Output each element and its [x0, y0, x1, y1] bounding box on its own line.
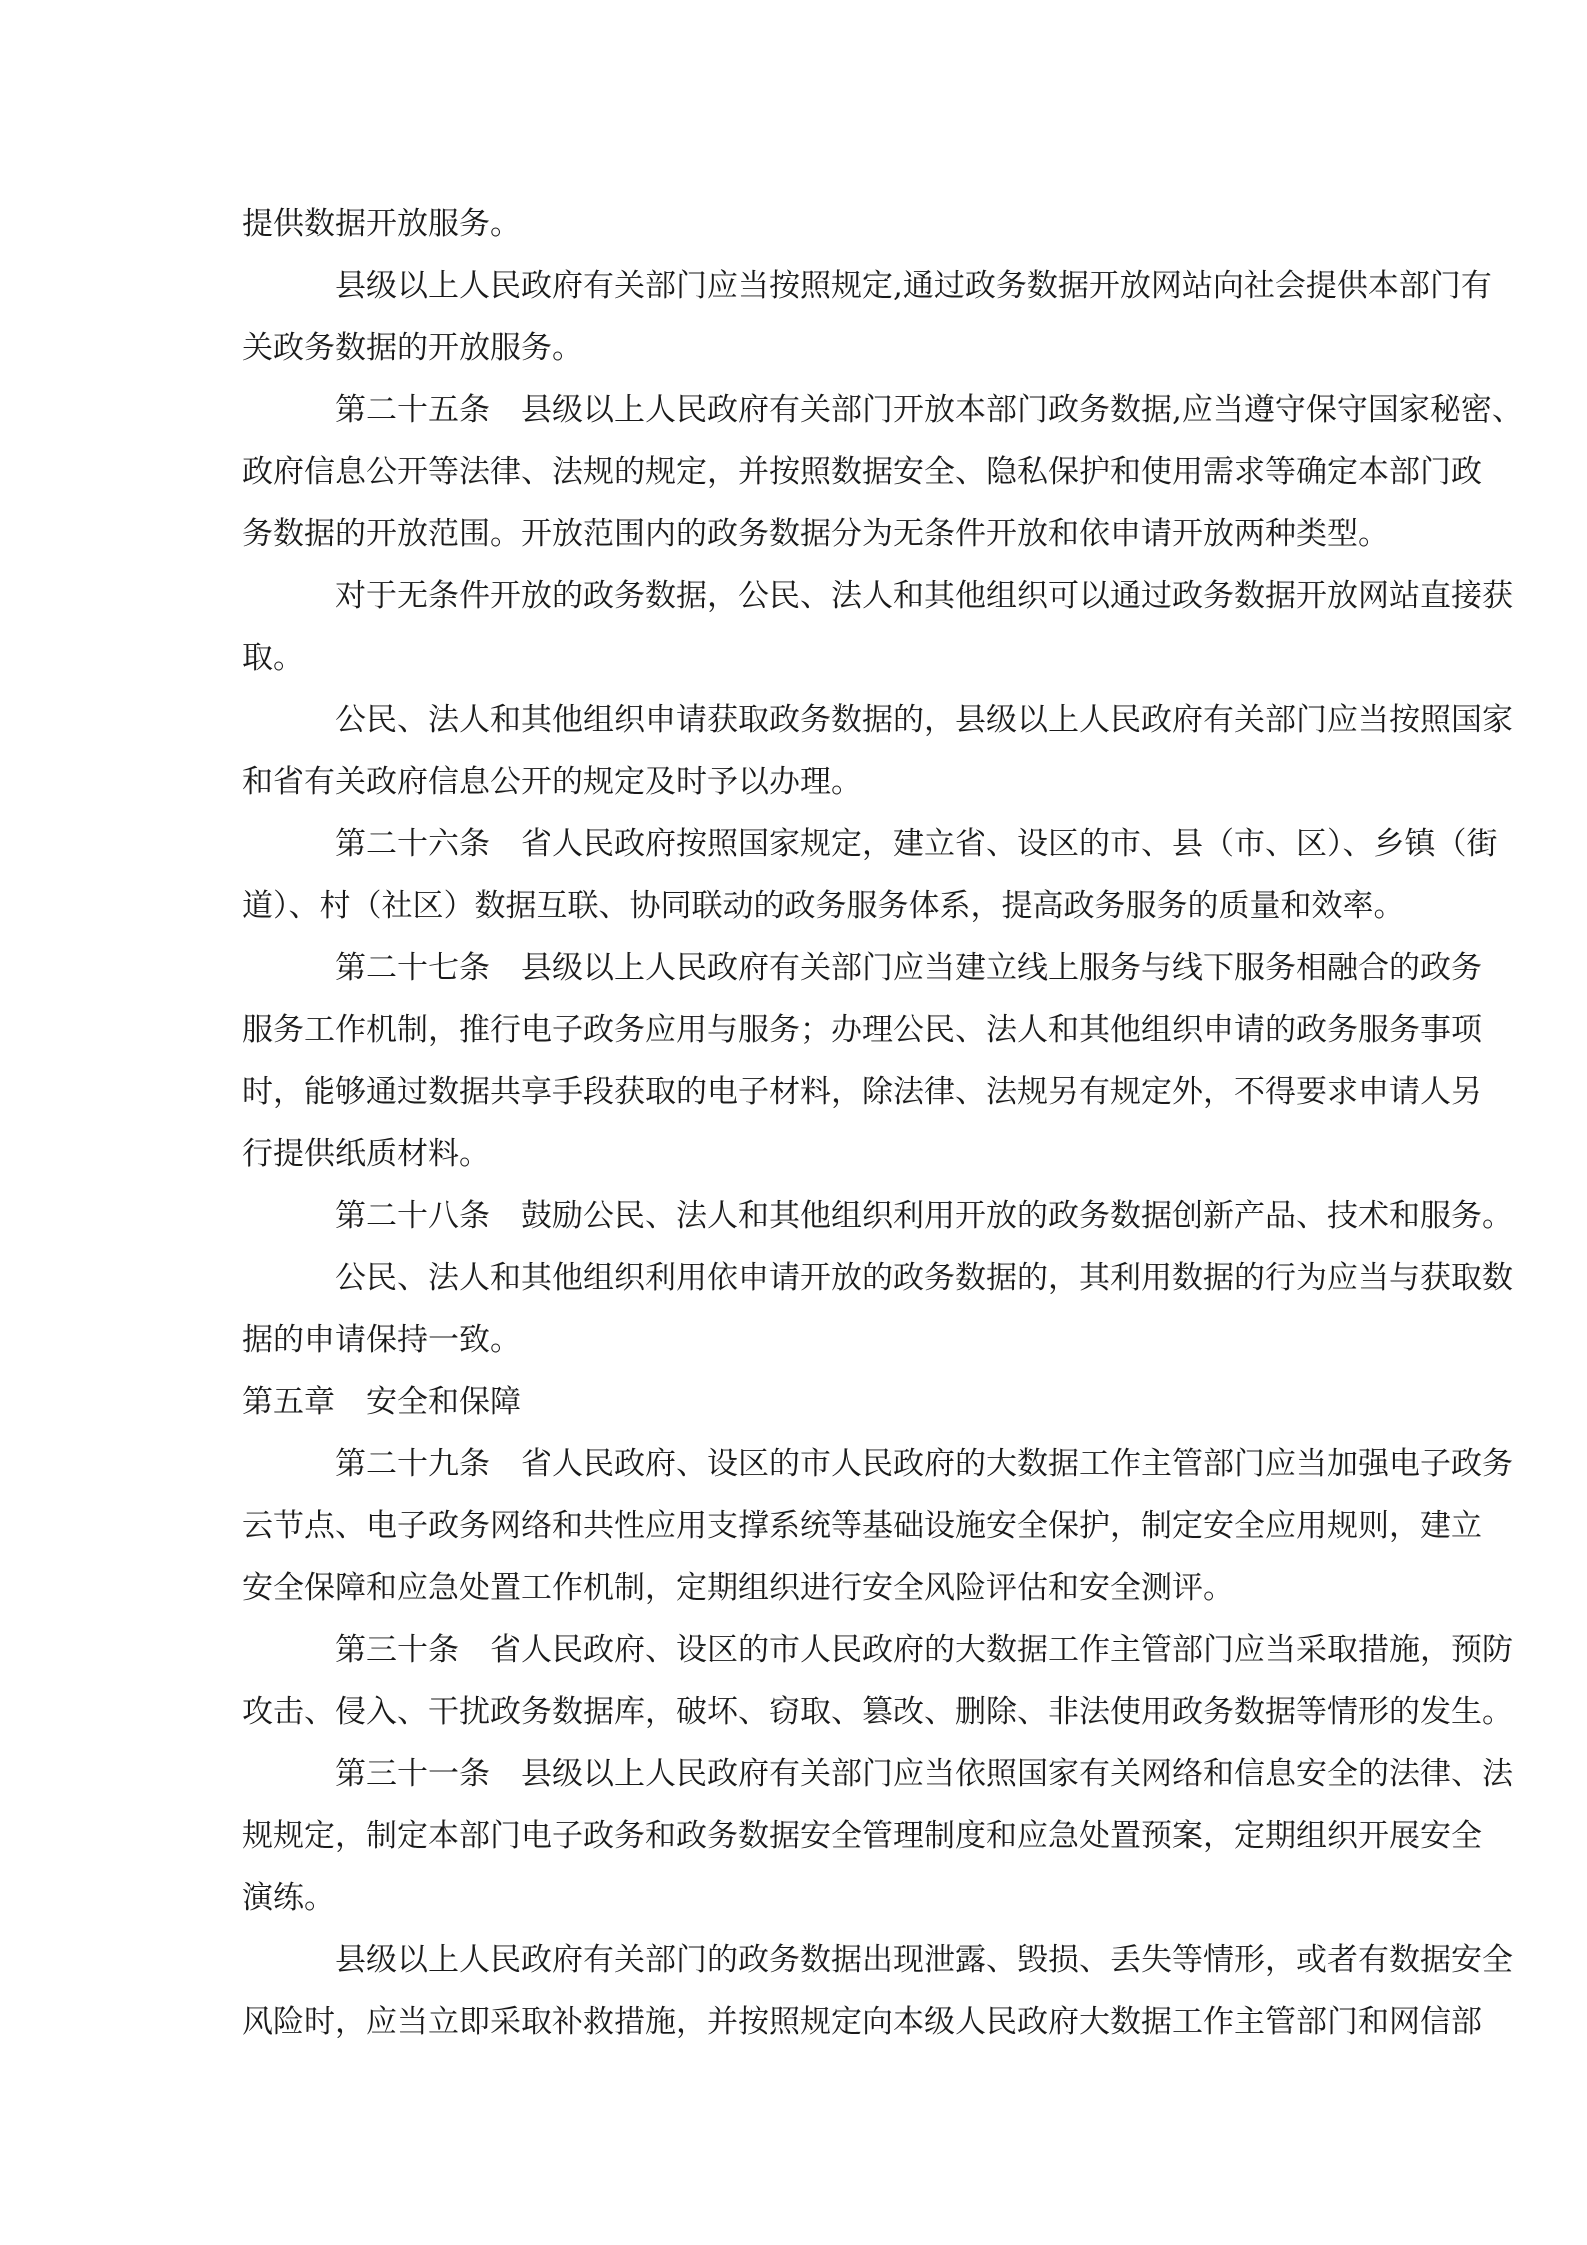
- text-line: 对于无条件开放的政务数据，公民、法人和其他组织可以通过政务数据开放网站直接获: [335, 578, 1513, 614]
- document-page: [242, 193, 1523, 2053]
- text-line: 演练。: [242, 1880, 335, 1916]
- text-line: 提供数据开放服务。: [242, 206, 521, 242]
- text-line: 取。: [242, 640, 304, 676]
- text-line: 安全保障和应急处置工作机制，定期组织进行安全风险评估和安全测评。: [242, 1570, 1234, 1606]
- text-line: 规规定，制定本部门电子政务和政务数据安全管理制度和应急处置预案，定期组织开展安全: [242, 1818, 1482, 1854]
- article-31-heading-line: 第三十一条 县级以上人民政府有关部门应当依照国家有关网络和信息安全的法律、法: [335, 1756, 1513, 1792]
- text-line: 务数据的开放范围。开放范围内的政务数据分为无条件开放和依申请开放两种类型。: [242, 516, 1389, 552]
- text-line: 云节点、电子政务网络和共性应用支撑系统等基础设施安全保护，制定安全应用规则，建立: [242, 1508, 1482, 1544]
- article-25-heading-line: 第二十五条 县级以上人民政府有关部门开放本部门政务数据,应当遵守保守国家秘密、: [335, 392, 1523, 428]
- text-line: 县级以上人民政府有关部门应当按照规定,通过政务数据开放网站向社会提供本部门有: [335, 268, 1492, 304]
- article-27-heading-line: 第二十七条 县级以上人民政府有关部门应当建立线上服务与线下服务相融合的政务: [335, 950, 1482, 986]
- text-line: 行提供纸质材料。: [242, 1136, 490, 1172]
- text-line: 风险时，应当立即采取补救措施，并按照规定向本级人民政府大数据工作主管部门和网信部: [242, 2004, 1482, 2040]
- article-26-heading-line: 第二十六条 省人民政府按照国家规定，建立省、设区的市、县（市、区）、乡镇（街: [335, 826, 1498, 862]
- text-line: 和省有关政府信息公开的规定及时予以办理。: [242, 764, 862, 800]
- article-30-heading-line: 第三十条 省人民政府、设区的市人民政府的大数据工作主管部门应当采取措施，预防: [335, 1632, 1513, 1668]
- text-line: 攻击、侵入、干扰政务数据库，破坏、窃取、篡改、删除、非法使用政务数据等情形的发生。: [242, 1694, 1513, 1730]
- text-line: 关政务数据的开放服务。: [242, 330, 583, 366]
- article-29-heading-line: 第二十九条 省人民政府、设区的市人民政府的大数据工作主管部门应当加强电子政务: [335, 1446, 1513, 1482]
- text-line: 公民、法人和其他组织利用依申请开放的政务数据的，其利用数据的行为应当与获取数: [335, 1260, 1513, 1296]
- text-line: 道）、村（社区）数据互联、协同联动的政务服务体系，提高政务服务的质量和效率。: [242, 888, 1405, 924]
- chapter-heading: 第五章 安全和保障: [242, 1384, 521, 1420]
- text-line: 政府信息公开等法律、法规的规定，并按照数据安全、隐私保护和使用需求等确定本部门政: [242, 454, 1482, 490]
- text-line: 公民、法人和其他组织申请获取政务数据的，县级以上人民政府有关部门应当按照国家: [335, 702, 1513, 738]
- text-line: 据的申请保持一致。: [242, 1322, 521, 1358]
- text-line: 时，能够通过数据共享手段获取的电子材料，除法律、法规另有规定外，不得要求申请人另: [242, 1074, 1482, 1110]
- text-line: 服务工作机制，推行电子政务应用与服务；办理公民、法人和其他组织申请的政务服务事项: [242, 1012, 1482, 1048]
- text-line: 县级以上人民政府有关部门的政务数据出现泄露、毁损、丢失等情形，或者有数据安全: [335, 1942, 1513, 1978]
- article-28-heading-line: 第二十八条 鼓励公民、法人和其他组织利用开放的政务数据创新产品、技术和服务。: [335, 1198, 1513, 1234]
